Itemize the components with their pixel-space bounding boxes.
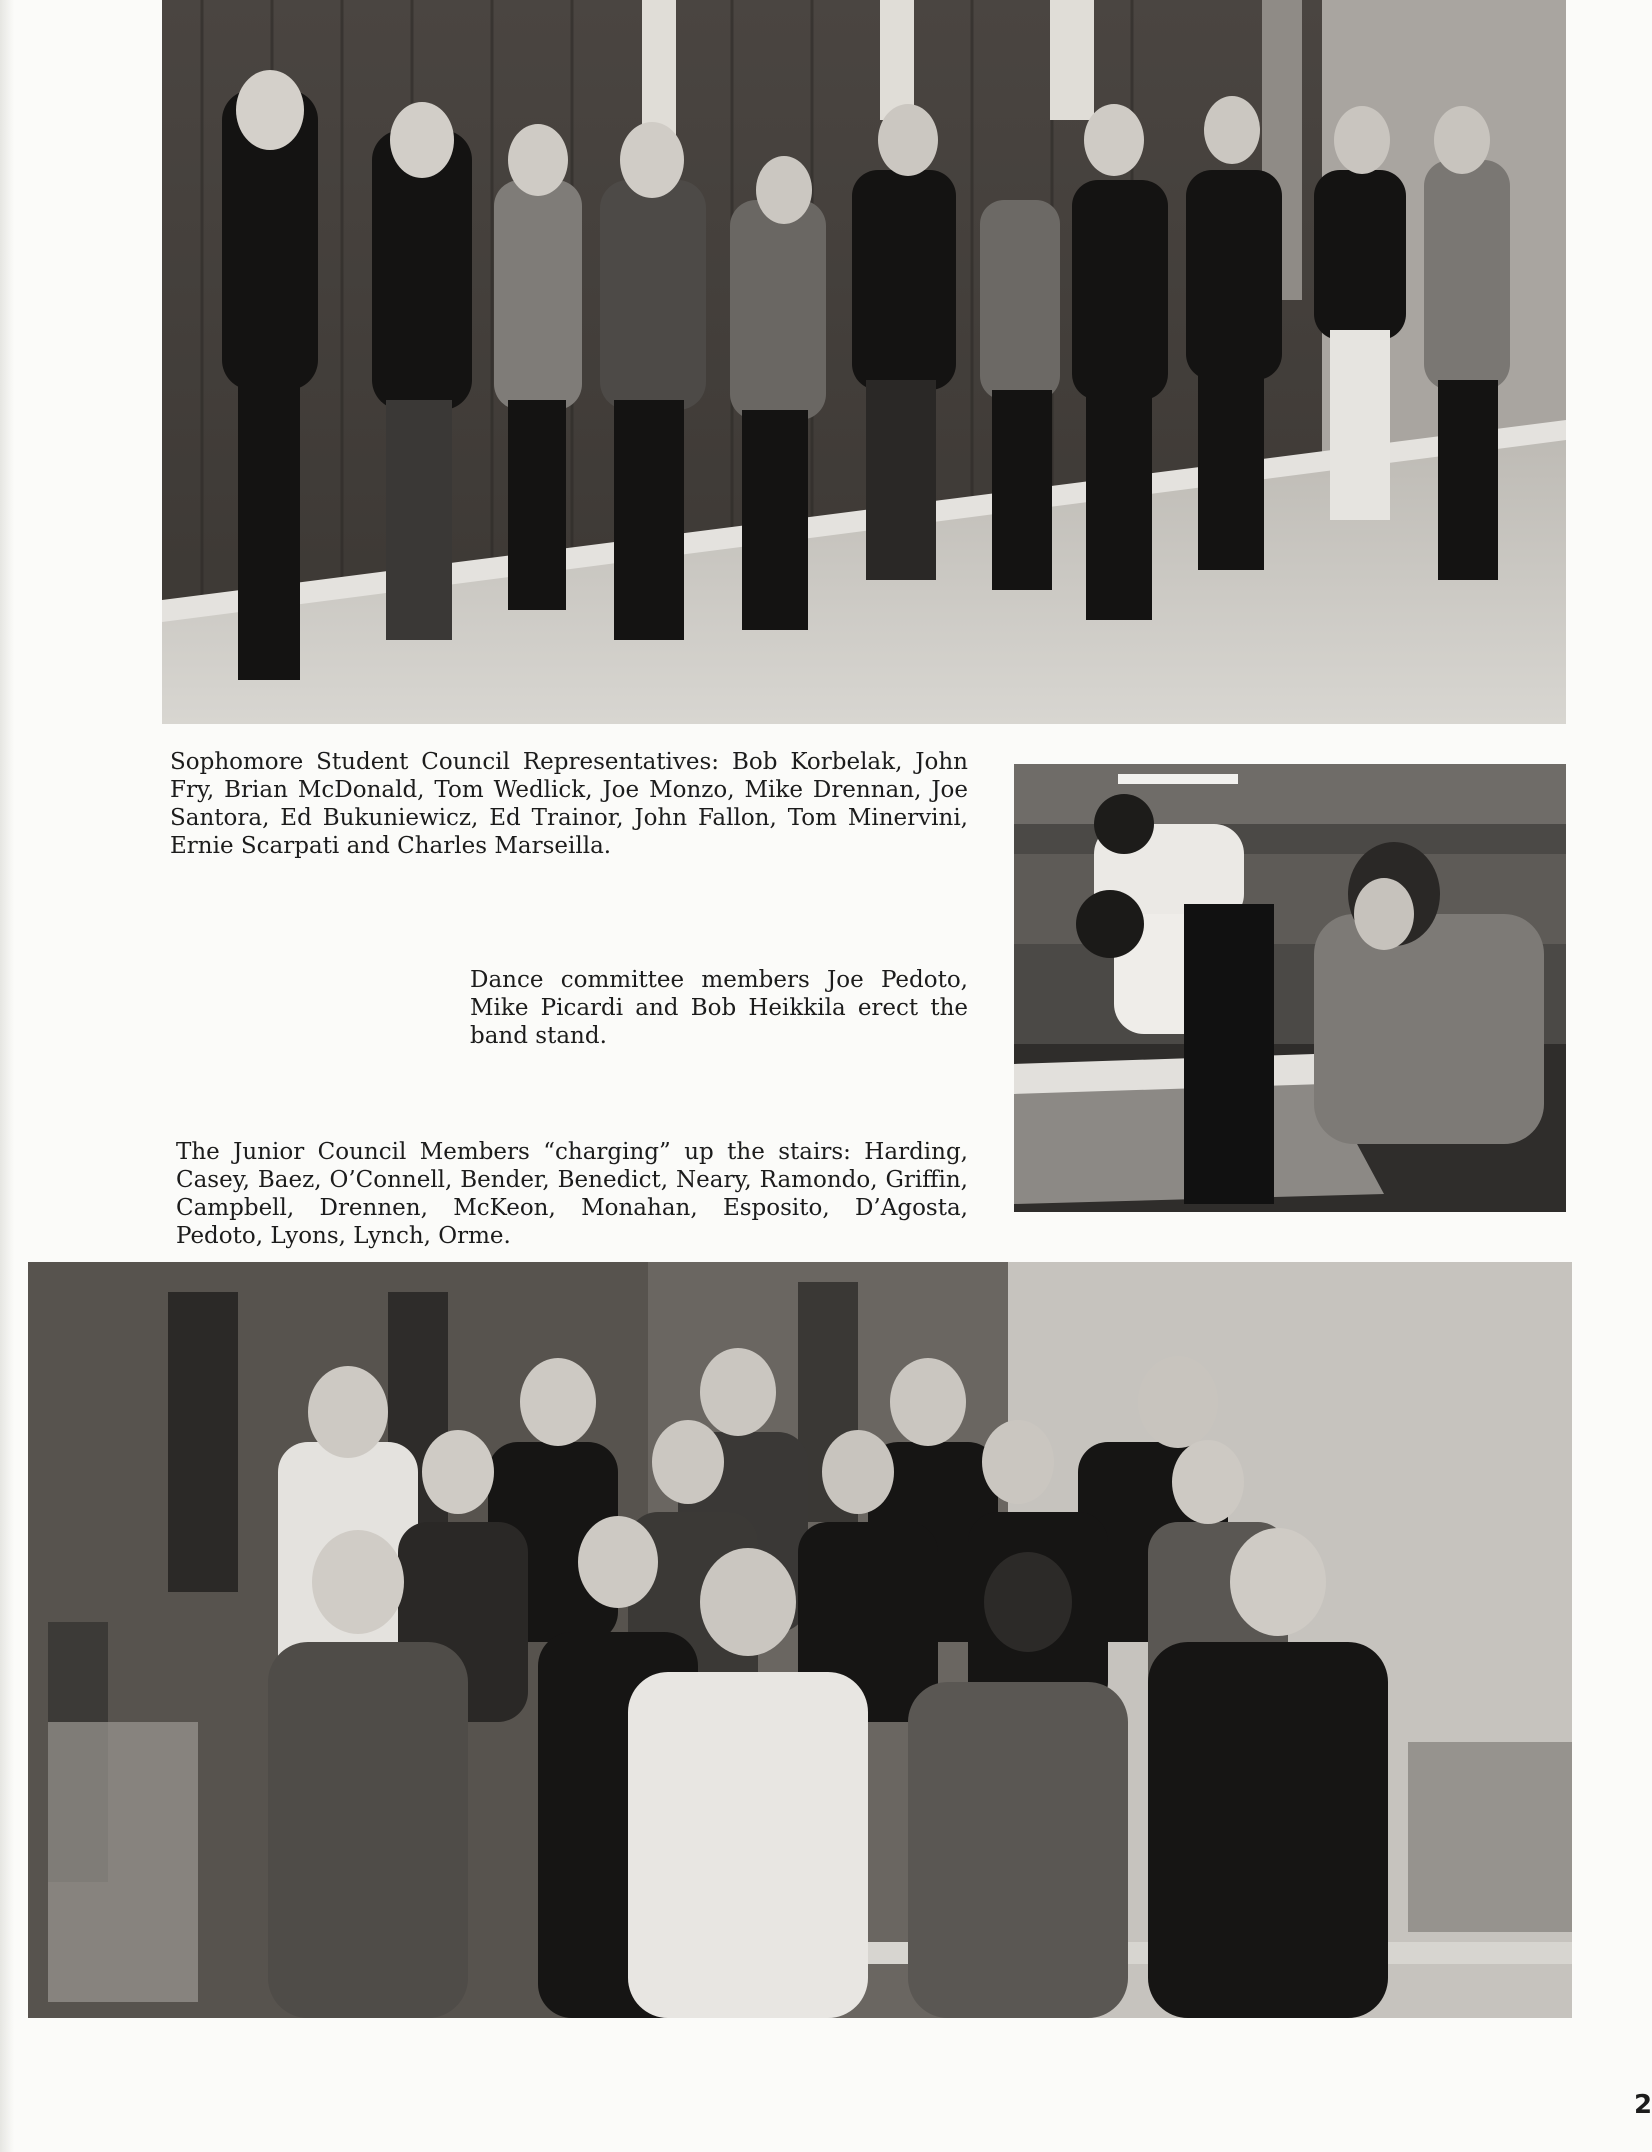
dance-committee-photo	[1014, 764, 1566, 1212]
junior-council-photo	[28, 1262, 1572, 2018]
junior-council-caption: The Junior Council Members “charging” up the stairs: Harding, Casey, Baez, O’Connell, Bender, Benedict, Neary, Ramondo, Griffin, Campbell, Drennen, McKeon, Monahan, Esposito, D’Agosta, Pedoto, Lyons, Lynch, Orme.	[176, 1139, 968, 1249]
sophomore-council-photo	[162, 0, 1566, 724]
page-number: 2	[1634, 2090, 1652, 2120]
page-binding-edge	[0, 0, 14, 2152]
sophomore-council-caption: Sophomore Student Council Representatives: Bob Korbelak, John Fry, Brian McDonald, Tom Wedlick, Joe Monzo, Mike Drennan, Joe Santora, Ed Bukuniewicz, Ed Trainor, John Fallon, Tom Minervini, Ernie Scarpati and Charles Marseilla.	[170, 749, 968, 859]
dance-committee-caption: Dance committee members Joe Pedoto, Mike Picardi and Bob Heikkila erect the band stand.	[470, 967, 968, 1049]
